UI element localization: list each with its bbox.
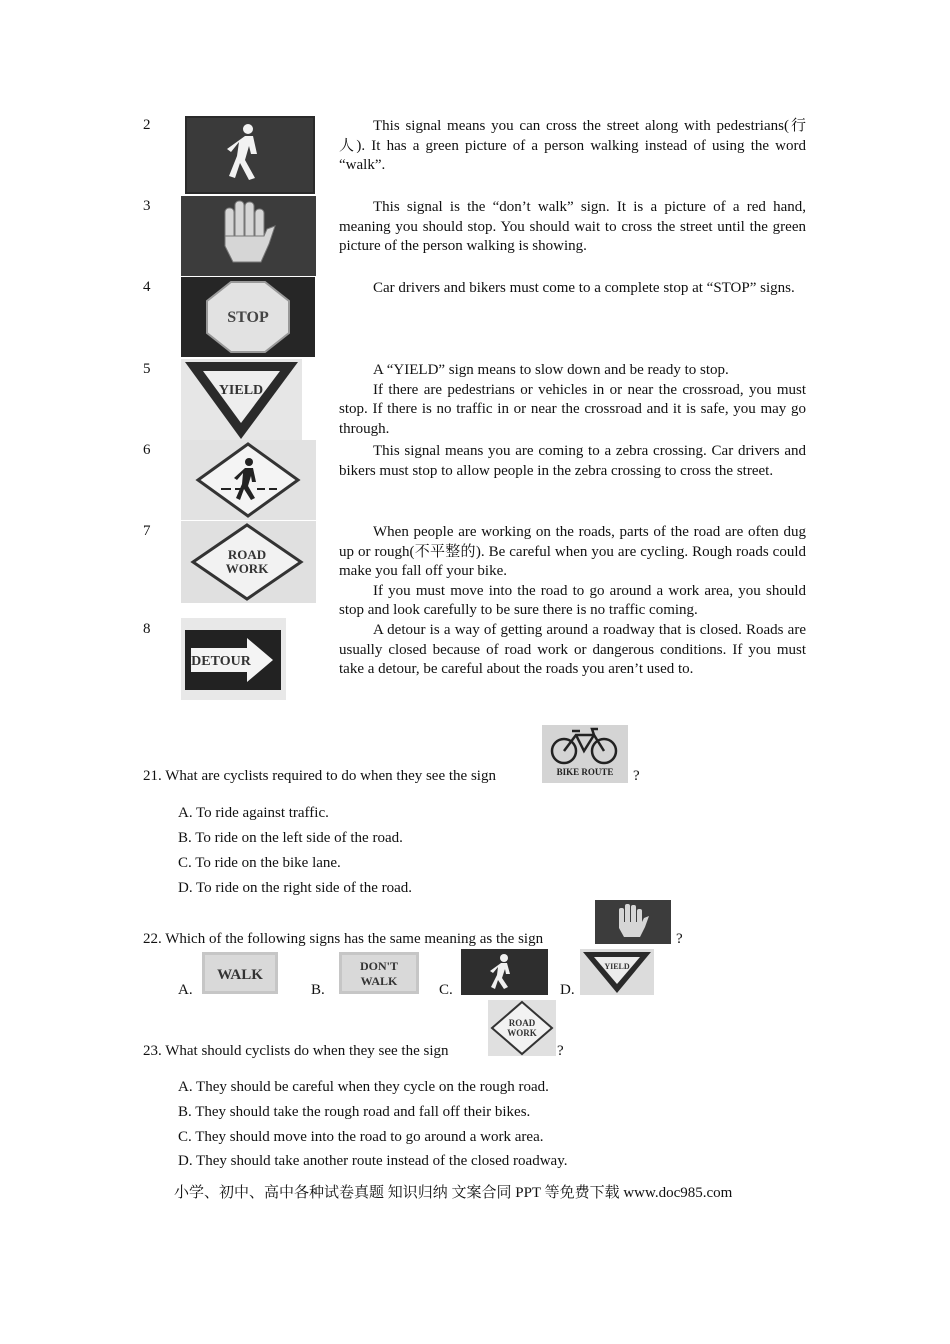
option-label-a: A. xyxy=(178,982,193,998)
question-21-option-a: A. To ride against traffic. xyxy=(178,805,329,821)
walk-sign-icon xyxy=(185,116,315,194)
sign-description xyxy=(339,198,806,257)
item-number: 4 xyxy=(143,279,151,295)
description-paragraph: If you must move into the road to go around a work area, you should stop and look carefully to be sure there is no traffic coming. xyxy=(339,582,806,619)
description-paragraph: A detour is a way of getting around a roadway that is closed. Roads are usually closed because of road work or dangerous conditions. If you must take a detour, be careful about the roads you aren’t used to. xyxy=(339,622,806,678)
question-21-option-d: D. To ride on the right side of the road. xyxy=(178,880,413,896)
hand-sign-icon xyxy=(595,900,671,944)
option-label-b: B. xyxy=(311,982,325,998)
road-work-sign-text: ROAD xyxy=(508,1018,536,1028)
road-work-sign-icon xyxy=(488,1000,556,1056)
item-number: 5 xyxy=(143,361,151,377)
dont-walk-sign-text: WALK xyxy=(360,974,398,988)
sign-description xyxy=(339,442,806,481)
question-23-option-b: B. They should take the rough road and fall off their bikes. xyxy=(178,1104,531,1120)
description-paragraph: A “YIELD” sign means to slow down and be ready to stop. xyxy=(373,362,729,378)
road-work-sign-text: WORK xyxy=(225,561,269,576)
description-paragraph: If there are pedestrians or vehicles in or near the crossroad, you must stop. If there is no traffic in or near the crossroad and it is safe, you may go through. xyxy=(339,381,806,437)
description-paragraph: Car drivers and bikers must come to a complete stop at “STOP” signs. xyxy=(373,280,795,296)
question-23-option-c: C. They should move into the road to go around a work area. xyxy=(178,1129,544,1145)
bike-route-sign-icon xyxy=(542,725,628,783)
description-paragraph: This signal is the “don’t walk” sign. It is a picture of a red hand, meaning you should stop. You should wait to cross the street until the green picture of the person walking is showing. xyxy=(339,199,806,255)
sign-description xyxy=(339,279,806,299)
dont-walk-hand-sign-icon xyxy=(181,196,316,276)
question-mark: ? xyxy=(676,931,683,947)
bike-route-sign-text: BIKE ROUTE xyxy=(556,767,614,777)
dont-walk-text-sign-icon xyxy=(339,952,419,994)
sign-description xyxy=(339,621,806,680)
sign-description xyxy=(339,361,806,439)
road-work-sign-text: WORK xyxy=(507,1028,537,1038)
yield-sign-text: YIELD xyxy=(604,962,630,971)
yield-sign-icon xyxy=(580,949,654,995)
option-label-d: D. xyxy=(560,982,575,998)
detour-sign-icon xyxy=(181,618,286,700)
question-21-text: 21. What are cyclists required to do when they see the sign xyxy=(143,768,496,784)
walk-sign-text: WALK xyxy=(217,967,263,983)
item-number: 6 xyxy=(143,442,151,458)
question-21-option-b: B. To ride on the left side of the road. xyxy=(178,830,403,846)
item-number: 8 xyxy=(143,621,151,637)
stop-sign-icon xyxy=(181,277,315,357)
question-21-option-c: C. To ride on the bike lane. xyxy=(178,855,341,871)
stop-sign-text: STOP xyxy=(227,309,269,326)
walk-text-sign-icon xyxy=(202,952,278,994)
question-22-text: 22. Which of the following signs has the same meaning as the sign xyxy=(143,931,544,947)
item-number: 3 xyxy=(143,198,151,214)
option-label-c: C. xyxy=(439,982,453,998)
description-paragraph: This signal means you are coming to a zebra crossing. Car drivers and bikers must stop to allow people in the zebra crossing to cross the street. xyxy=(339,443,806,479)
road-work-sign-icon xyxy=(181,521,316,603)
yield-sign-icon xyxy=(181,359,302,441)
question-23-text: 23. What should cyclists do when they see the sign xyxy=(143,1043,449,1059)
description-paragraph: When people are working on the roads, parts of the road are often dug up or rough(不平整的). Be careful when you are cycling. Rough roads could make you fall off your bike. xyxy=(339,524,806,580)
sign-description xyxy=(339,117,806,176)
zebra-crossing-sign-icon xyxy=(181,440,316,520)
road-work-sign-text: ROAD xyxy=(227,547,267,562)
sign-description xyxy=(339,523,806,621)
yield-sign-text: YIELD xyxy=(218,383,264,398)
question-23-option-a: A. They should be careful when they cycle on the rough road. xyxy=(178,1079,549,1095)
item-number: 7 xyxy=(143,523,151,539)
question-23-option-d: D. They should take another route instead of the closed roadway. xyxy=(178,1153,568,1169)
question-mark: ? xyxy=(633,768,640,784)
question-mark: ? xyxy=(557,1043,564,1059)
detour-sign-text: DETOUR xyxy=(191,654,251,669)
dont-walk-sign-text: DON'T xyxy=(359,959,399,973)
page-footer: 小学、初中、高中各种试卷真题 知识归纳 文案合同 PPT 等免费下载 www.doc985.com xyxy=(174,1185,733,1201)
description-paragraph: This signal means you can cross the street along with pedestrians(行人). It has a green picture of a person walking instead of using the word “walk”. xyxy=(339,118,806,174)
item-number: 2 xyxy=(143,117,151,133)
walking-person-sign-icon xyxy=(461,949,548,995)
